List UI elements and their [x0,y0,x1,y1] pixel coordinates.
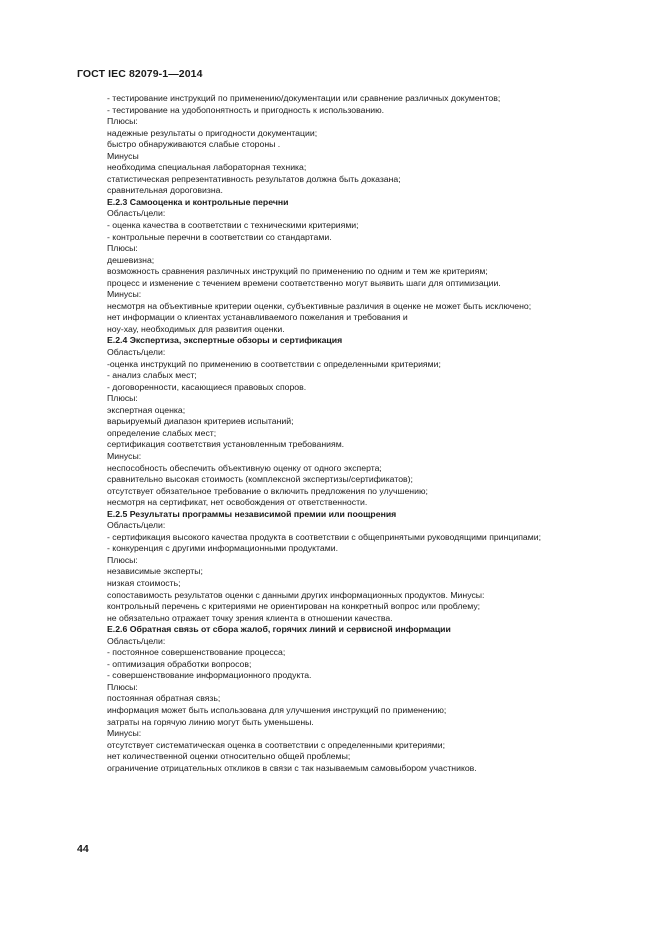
text-line: информация может быть использована для улучшения инструкций по применению; [107,704,447,715]
text-line: несмотря на объективные критерии оценки, субъективные различия в оценке не может быть исключено; [107,300,532,311]
text-line: - оценка качества в соответствии с техническими критериями; [107,220,359,231]
section-heading: Е.2.5 Результаты программы независимой премии или поощрения [107,508,397,519]
text-line: - совершенствование информационного продукта. [107,670,312,681]
text-line: - анализ слабых мест; [107,370,197,381]
text-line: Плюсы: [107,681,138,692]
text-line: Плюсы: [107,393,138,404]
text-line: Минусы [107,150,139,161]
text-line: Минусы: [107,289,142,300]
text-line: процесс и изменение с течением времени соответственно могут выявить шаги для оптимизации. [107,277,501,288]
text-line: - контрольные перечни в соответствии со стандартами. [107,231,332,242]
page-number: 44 [77,843,89,855]
text-line: нет информации о клиентах устанавливаемого пожелания и требования и [107,312,408,323]
text-line: необходима специальная лабораторная техника; [107,162,307,173]
text-line: быстро обнаруживаются слабые стороны . [107,139,281,150]
text-line: Минусы: [107,450,142,461]
text-line: нет количественной оценки относительно общей проблемы; [107,751,351,762]
text-line: определение слабых мест; [107,427,217,438]
text-line: дешевизна; [107,254,155,265]
text-line: - сертификация высокого качества продукта в соответствии с общепринятыми руководящими принципами; [107,531,541,542]
text-line: возможность сравнения различных инструкций по применению по одним и тем же критериям; [107,266,488,277]
page-header-title: ГОСТ IEC 82079-1—2014 [77,68,203,80]
text-line: - договоренности, касающиеся правовых споров. [107,381,307,392]
text-line: сравнительно высокая стоимость (комплексной экспертизы/сертификатов); [107,474,413,485]
text-line: сопоставимость результатов оценки с данными других информационных продуктов. Минусы: [107,589,485,600]
text-line: ограничение отрицательных откликов в связи с так называемым самовыбором участников. [107,762,477,773]
text-line: - тестирование инструкций по применению/документации или сравнение различных документов; [107,93,501,103]
text-line: отсутствует обязательное требование о включить предложения по улучшению; [107,485,428,496]
section-heading: Е.2.6 Обратная связь от сбора жалоб, горячих линий и сервисной информации [107,624,451,635]
section-heading: Е.2.3 Самооценка и контрольные перечни [107,196,289,207]
text-line: Плюсы: [107,243,138,254]
text-line: экспертная оценка; [107,404,186,415]
text-line: - тестирование на удобопонятность и пригодность к использованию. [107,104,385,115]
text-line: Область/цели: [107,520,166,531]
text-line: ноу-хау, необходимых для развития оценки. [107,323,285,334]
text-line: Область/цели: [107,208,166,219]
document-body [107,93,627,774]
text-line: - конкуренция с другими информационными продуктами. [107,543,338,554]
text-line: Плюсы: [107,554,138,565]
text-line: сравнительная дороговизна. [107,185,223,196]
text-line: контрольный перечень с критериями не ориентирован на конкретный вопрос или проблему; [107,601,481,612]
text-line: неспособность обеспечить объективную оценку от одного эксперта; [107,462,382,473]
text-line: отсутствует систематическая оценка в соответствии с определенными критериями; [107,739,446,750]
text-line: Минусы: [107,728,142,739]
text-line: несмотря на сертификат, нет освобождения от ответственности. [107,497,368,508]
text-line: не обязательно отражает точку зрения клиента в отношении качества. [107,612,393,623]
text-line: низкая стоимость; [107,577,181,588]
text-line: варьируемый диапазон критериев испытаний; [107,416,294,427]
text-line: Область/цели: [107,347,166,358]
text-line: затраты на горячую линию могут быть уменьшены. [107,716,314,727]
text-line: независимые эксперты; [107,566,203,577]
text-line: Область/цели: [107,635,166,646]
text-line: постоянная обратная связь; [107,693,221,704]
section-heading: Е.2.4 Экспертиза, экспертные обзоры и сертификация [107,335,343,346]
text-line: сертификация соответствия установленным требованиям. [107,439,345,450]
text-line: надежные результаты о пригодности документации; [107,127,318,138]
text-line: - оптимизация обработки вопросов; [107,658,252,669]
text-line: статистическая репрезентативность результатов должна быть доказана; [107,173,401,184]
text-line: Плюсы: [107,116,138,127]
text-line: - постоянное совершенствование процесса; [107,647,286,658]
text-line: -оценка инструкций по применению в соответствии с определенными критериями; [107,358,441,369]
